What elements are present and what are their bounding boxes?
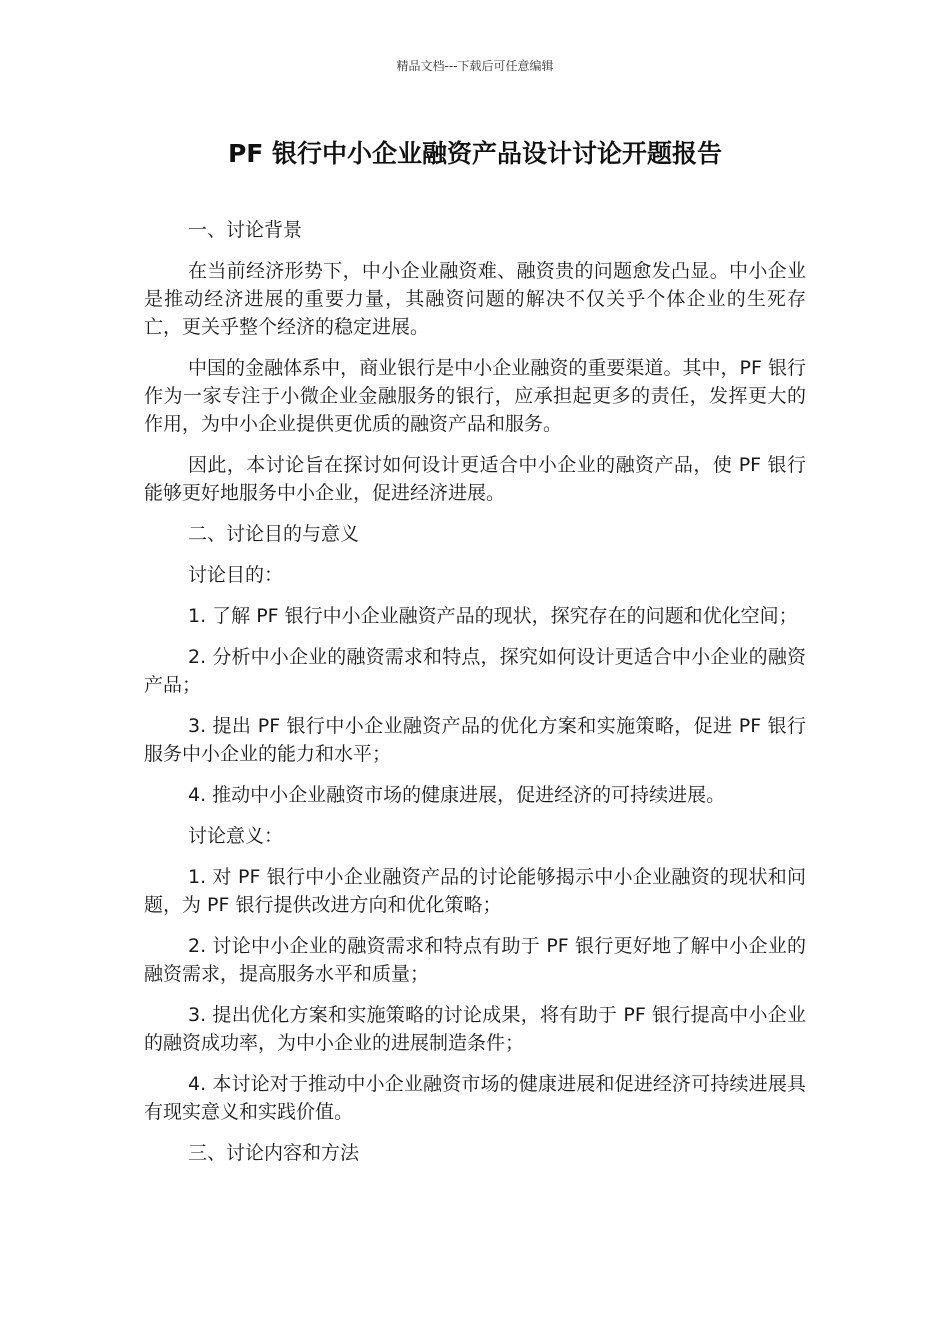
section-heading-purpose: 二、讨论目的与意义	[188, 523, 360, 545]
purpose-item-4: 4. 推动中小企业融资市场的健康进展，促进经济的可持续进展。	[188, 784, 726, 806]
subheading-significance: 讨论意义：	[188, 825, 284, 847]
significance-item-2: 2. 讨论中小企业的融资需求和特点有助于 PF 银行更好地了解中小企业的融资需求，提高服务水平和质量；	[144, 935, 806, 985]
subheading-purpose: 讨论目的：	[188, 564, 284, 586]
section-heading-background: 一、讨论背景	[188, 219, 303, 241]
significance-item-3: 3. 提出优化方案和实施策略的讨论成果，将有助于 PF 银行提高中小企业的融资成功率，为中小企业的进展制造条件；	[144, 1004, 806, 1054]
purpose-item-3: 3. 提出 PF 银行中小企业融资产品的优化方案和实施策略，促进 PF 银行服务中小企业的能力和水平；	[144, 715, 806, 765]
section-heading-content-methods: 三、讨论内容和方法	[188, 1142, 360, 1164]
paragraph-background-3: 因此，本讨论旨在探讨如何设计更适合中小企业的融资产品，使 PF 银行能够更好地服务中小企业，促进经济进展。	[144, 454, 806, 504]
significance-item-1: 1. 对 PF 银行中小企业融资产品的讨论能够揭示中小企业融资的现状和问题，为 PF 银行提供改进方向和优化策略；	[144, 866, 806, 916]
page-header-watermark: 精品文档---下载后可任意编辑	[396, 59, 554, 73]
purpose-item-2: 2. 分析中小企业的融资需求和特点，探究如何设计更适合中小企业的融资产品；	[144, 646, 806, 696]
purpose-item-1: 1. 了解 PF 银行中小企业融资产品的现状，探究存在的问题和优化空间；	[188, 605, 798, 627]
document-title: PF 银行中小企业融资产品设计讨论开题报告	[227, 139, 723, 168]
paragraph-background-1: 在当前经济形势下，中小企业融资难、融资贵的问题愈发凸显。中小企业是推动经济进展的重要力量，其融资问题的解决不仅关乎个体企业的生死存亡，更关乎整个经济的稳定进展。	[144, 260, 806, 338]
paragraph-background-2: 中国的金融体系中，商业银行是中小企业融资的重要渠道。其中，PF 银行作为一家专注于小微企业金融服务的银行，应承担起更多的责任，发挥更大的作用，为中小企业提供更优质的融资产品和服务。	[144, 357, 806, 435]
significance-item-4: 4. 本讨论对于推动中小企业融资市场的健康进展和促进经济可持续进展具有现实意义和实践价值。	[144, 1073, 806, 1123]
document-body	[144, 216, 806, 1180]
